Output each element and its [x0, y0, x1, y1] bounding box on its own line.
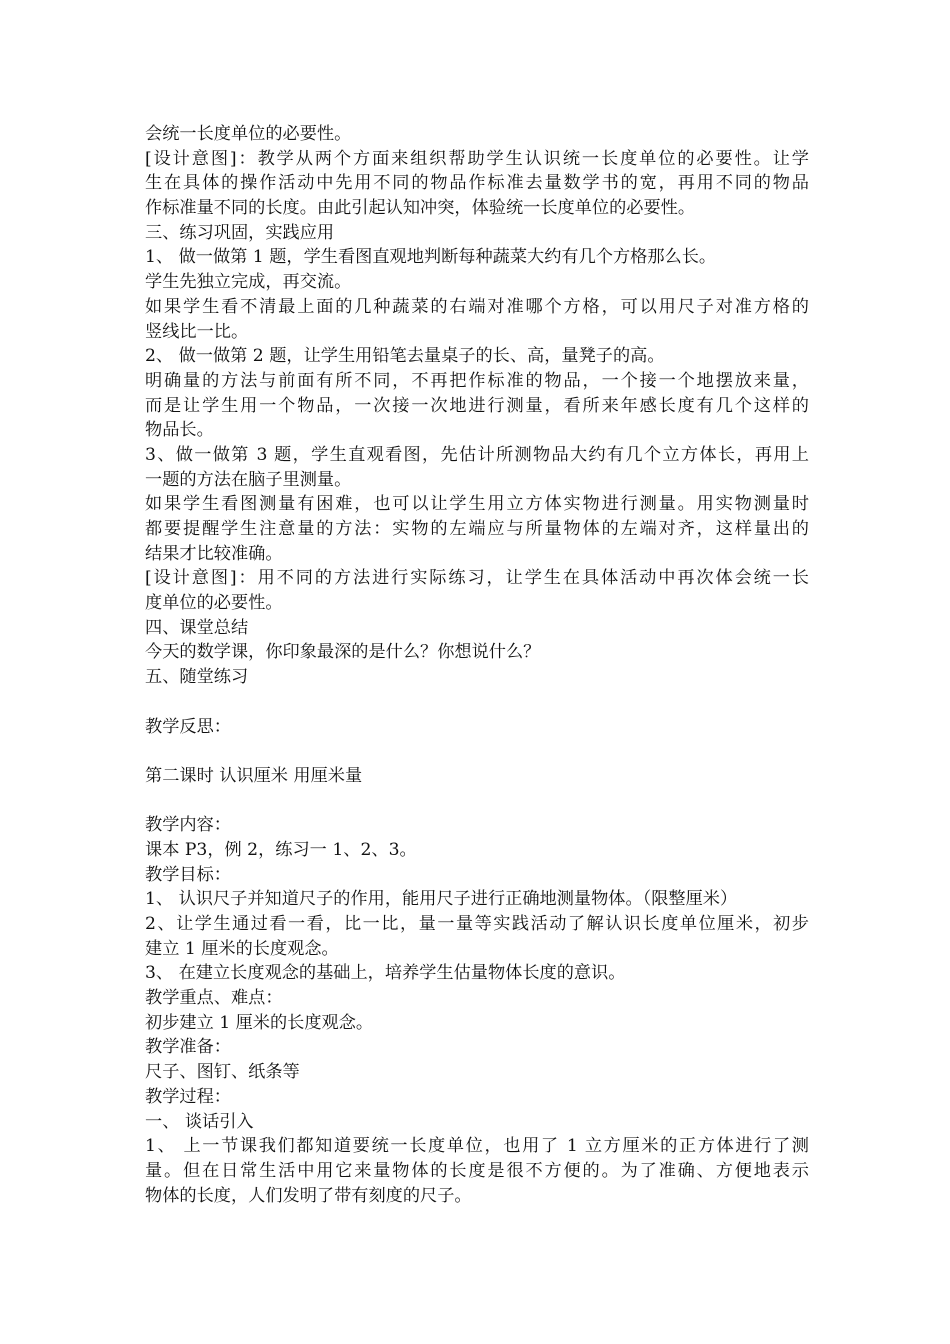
text-line: 教学重点、难点：: [145, 988, 283, 1009]
blank-line: [145, 789, 809, 814]
text-line: 建立 1 厘米的长度观念。: [145, 938, 339, 959]
document-body: [145, 122, 809, 1208]
text-line: 课本 P3，例 2，练习一 1、2、3。: [145, 839, 417, 860]
text-line: 2、 做一做第 2 题，让学生用铅笔去量桌子的长、高，量凳子的高。: [145, 346, 665, 367]
blank-line: [145, 739, 809, 764]
text-line: 教学准备：: [145, 1037, 231, 1058]
text-line: 教学目标：: [145, 864, 231, 885]
text-line: 尺子、图钉、纸条等: [145, 1062, 300, 1083]
text-line: 物体的长度，人们发明了带有刻度的尺子。: [145, 1185, 472, 1206]
text-line: 度单位的必要性。: [145, 593, 283, 614]
text-line: [设计意图]：用不同的方法进行实际练习，让学生在具体活动中再次体会统一长: [145, 568, 809, 589]
text-line: 2、让学生通过看一看，比一比，量一量等实践活动了解认识长度单位厘米，初步: [145, 914, 809, 934]
text-line: 3、 在建立长度观念的基础上，培养学生估量物体长度的意识。: [145, 963, 626, 984]
text-line: 如果学生看图测量有困难，也可以让学生用立方体实物进行测量。用实物测量时: [145, 494, 809, 515]
text-line: 一题的方法在脑子里测量。: [145, 469, 352, 490]
text-line: 会统一长度单位的必要性。: [145, 124, 352, 144]
text-line: 生在具体的操作活动中先用不同的物品作标准去量数学书的宽，再用不同的物品: [145, 173, 809, 194]
text-line: 都要提醒学生注意量的方法：实物的左端应与所量物体的左端对齐，这样量出的: [145, 519, 809, 539]
text-line: 明确量的方法与前面有所不同，不再把作标准的物品，一个接一个地摆放来量，: [145, 370, 809, 391]
text-line: 量。但在日常生活中用它来量物体的长度是很不方便的。为了准确、方便地表示: [145, 1160, 809, 1181]
text-line: 3、做一做第 3 题，学生直观看图，先估计所测物品大约有几个立方体长，再用上: [145, 444, 809, 465]
text-line: 第二课时 认识厘米 用厘米量: [145, 765, 363, 786]
text-line: 教学过程：: [145, 1086, 231, 1107]
text-line: 初步建立 1 厘米的长度观念。: [145, 1012, 374, 1033]
blank-line: [145, 690, 809, 715]
text-line: 1、 上一节课我们都知道要统一长度单位，也用了 1 立方厘米的正方体进行了测: [145, 1136, 809, 1157]
text-line: 教学反思：: [145, 716, 231, 737]
text-line: 五、随堂练习: [145, 667, 249, 688]
text-line: 而是让学生用一个物品，一次接一次地进行测量，看所来年感长度有几个这样的: [145, 395, 809, 416]
text-line: 一、 谈话引入: [145, 1111, 254, 1132]
text-line: 1、 做一做第 1 题，学生看图直观地判断每种蔬菜大约有几个方格那么长。: [145, 247, 717, 268]
text-line: 今天的数学课，你印象最深的是什么？你想说什么？: [145, 642, 541, 663]
text-line: 学生先独立完成，再交流。: [145, 272, 352, 293]
text-line: 竖线比一比。: [145, 321, 249, 342]
text-line: 四、课堂总结: [145, 617, 249, 638]
text-line: 教学内容：: [145, 815, 231, 836]
text-line: 如果学生看不清最上面的几种蔬菜的右端对准哪个方格，可以用尺子对准方格的: [145, 296, 809, 317]
text-line: 物品长。: [145, 420, 214, 441]
text-line: 作标准量不同的长度。由此引起认知冲突，体验统一长度单位的必要性。: [145, 198, 696, 219]
text-line: 结果才比较准确。: [145, 543, 283, 564]
text-line: 1、 认识尺子并知道尺子的作用，能用尺子进行正确地测量物体。（限整厘米）: [145, 889, 738, 910]
text-line: [设计意图]：教学从两个方面来组织帮助学生认识统一长度单位的必要性。让学: [145, 148, 809, 169]
text-line: 三、练习巩固，实践应用: [145, 222, 335, 243]
